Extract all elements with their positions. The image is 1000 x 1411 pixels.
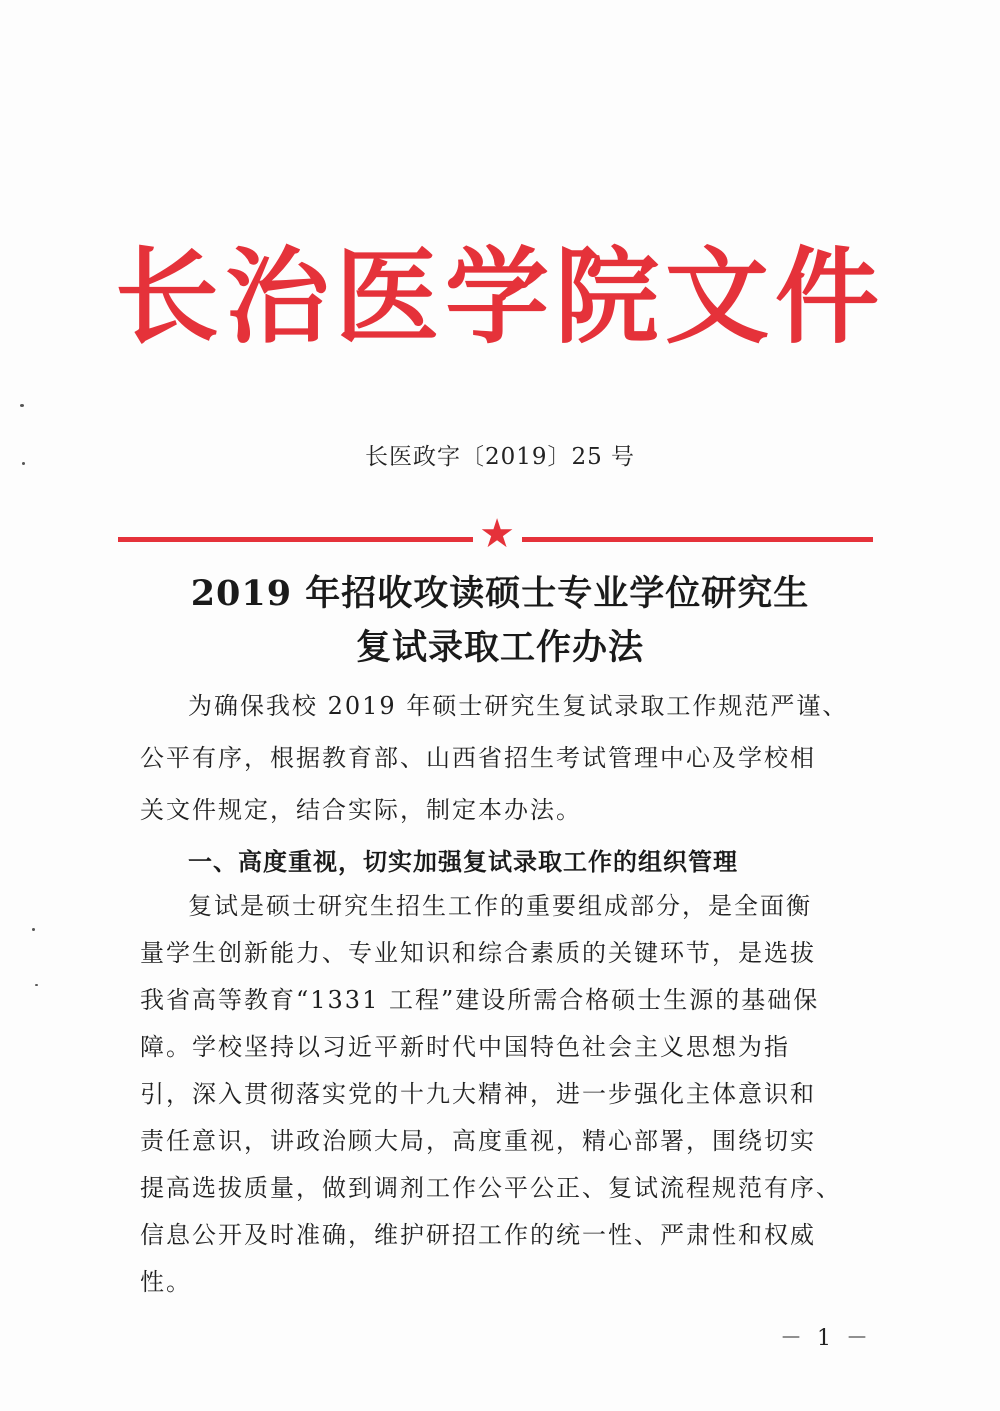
intro-line: 关文件规定，结合实际，制定本办法。 — [140, 796, 582, 824]
section-line: 信息公开及时准确，维护研招工作的统一性、严肃性和权威 — [140, 1221, 816, 1249]
scan-speck — [32, 928, 35, 931]
page-number: － 1 － — [780, 1326, 872, 1351]
document-title-line-1: 2019 年招收攻读硕士专业学位研究生 — [190, 573, 810, 614]
section-line: 性。 — [140, 1268, 192, 1296]
red-rule-right — [522, 537, 873, 542]
scan-speck — [35, 984, 38, 986]
intro-line: 为确保我校 2019 年硕士研究生复试录取工作规范严谨、 — [188, 692, 849, 720]
section-line: 我省高等教育“1331 工程”建设所需合格硕士生源的基础保 — [140, 986, 820, 1014]
scan-speck — [20, 404, 24, 407]
section-line: 提高选拔质量，做到调剂工作公平公正、复试流程规范有序、 — [140, 1174, 842, 1202]
star-icon: ★ — [479, 511, 515, 557]
document-title-line-2: 复试录取工作办法 — [355, 627, 644, 668]
section-line: 量学生创新能力、专业知识和综合素质的关键环节，是选拔 — [140, 939, 816, 967]
scan-speck — [22, 462, 25, 465]
section-heading: 一、高度重视，切实加强复试录取工作的组织管理 — [188, 848, 738, 876]
section-line: 复试是硕士研究生招生工作的重要组成部分，是全面衡 — [188, 892, 812, 920]
issuer-title: 长治医学院文件 — [114, 235, 885, 358]
section-line: 责任意识，讲政治顾大局，高度重视，精心部署，围绕切实 — [140, 1127, 816, 1155]
red-rule-left — [118, 537, 473, 542]
document-number: 长医政字〔2019〕25 号 — [364, 444, 636, 470]
section-line: 障。学校坚持以习近平新时代中国特色社会主义思想为指 — [140, 1033, 790, 1061]
section-line: 引，深入贯彻落实党的十九大精神，进一步强化主体意识和 — [140, 1080, 816, 1108]
intro-line: 公平有序，根据教育部、山西省招生考试管理中心及学校相 — [140, 744, 816, 772]
